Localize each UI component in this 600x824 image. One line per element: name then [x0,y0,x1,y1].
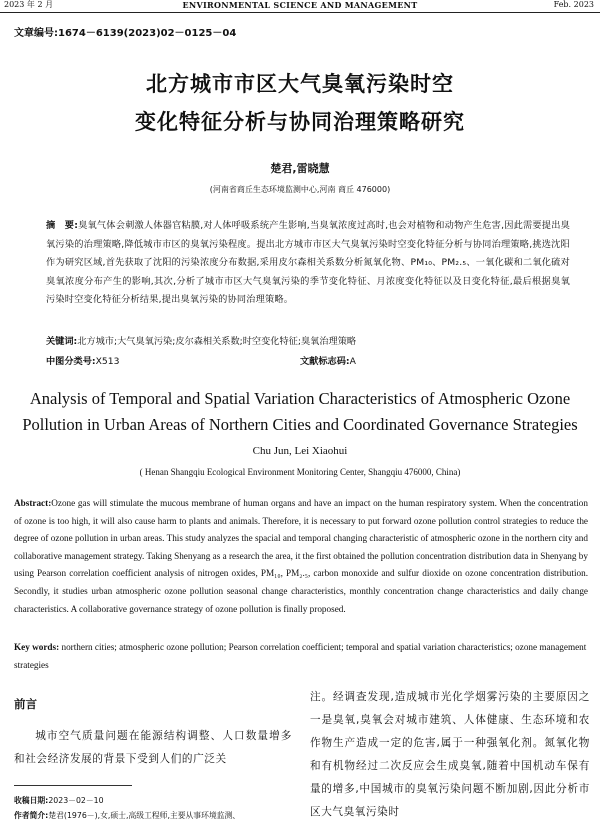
cn-affiliation: (河南省商丘生态环境监测中心,河南 商丘 476000) [209,185,391,194]
cn-keywords [46,333,570,347]
footnote-author-value: 楚君(1976－),女,硕士,高级工程师,主要从事环境监测、 [48,811,241,820]
footnote-received [14,795,292,806]
en-keywords-label: Key words: [14,642,60,652]
doc-code-value: A [349,356,356,367]
footnote-divider [14,785,132,786]
header-date-cn: 2023 年 2 月 [4,0,54,9]
cn-classification [46,353,570,367]
doc-code [300,353,356,367]
footnote-received-label: 收稿日期: [14,796,49,805]
section-heading-preface: 前言 [14,697,37,711]
en-title-line2: Pollution in Urban Areas of Northern Cities and Coordinated Governance Strategies [22,415,578,434]
footnote-received-value: 2023－02－10 [48,796,104,805]
cn-keywords-label: 关键词: [46,336,78,347]
en-abstract [14,495,588,618]
en-abstract-label: Abstract: [14,498,52,508]
en-keywords [14,639,588,674]
preface-paragraph-left: 城市空气质量问题在能源结构调整、人口数量增多和社会经济发展的背景下受到人们的广泛关 [14,730,292,765]
body-left-column [14,692,292,771]
en-title-line1: Analysis of Temporal and Spatial Variation Characteristics of Atmospheric Ozone [29,389,571,408]
footnote-author [14,810,292,821]
en-authors: Chu Jun, Lei Xiaohui [252,445,348,457]
cn-title-line1: 北方城市市区大气臭氧污染时空 [146,72,454,96]
doc-code-label: 文献标志码: [300,356,350,367]
body-right-column [310,686,590,824]
en-abstract-text: Ozone gas will stimulate the mucous membrane of human organs and have an impact on the human respiratory system. When the concentration of ozone is too high, it will also cause harm to plants and animals. Therefore, it is necessary to put forward ozone pollution control strategies to reduce the degree of ozone pollution in urban areas. This study analyzes the spacial and temporal changing characteristic of atmospheric ozone in the northern city and collaborative management strategy. Taking Shenyang as a research the area, it the first obtained the pollution concentration distribution data in Shenyang by using Pearson correlation coefficient analysis of nitrogen oxides, PM₁₀, PM₂.₅, carbon monoxide and sulfur dioxide on ozone concentration distribution. Secondly, it studies urban atmospheric ozone pollution seasonal change characteristics, monthly concentration change characteristics and daily change characteristics. A collaborative governance strategy of ozone pollution is finally proposed. [14,498,588,614]
header-journal-name: ENVIRONMENTAL SCIENCE AND MANAGEMENT [182,0,418,10]
cn-keywords-text: 北方城市;大气臭氧污染;皮尔森相关系数;时空变化特征;臭氧治理策略 [77,336,357,347]
running-header [0,0,600,13]
article-number: 文章编号:1674－6139(2023)02－0125－04 [14,28,237,39]
cn-abstract [46,217,570,310]
en-keywords-text: northern cities; atmospheric ozone pollution; Pearson correlation coefficient; temporal and spatial variation characteristics; ozone management strategies [14,642,587,670]
preface-paragraph-right: 注。经调查发现,造成城市光化学烟雾污染的主要原因之一是臭氧,臭氧会对城市建筑、人体健康、生态环境和农作物生产造成一定的危害,属于一种强氧化剂。氮氧化物和有机物经过二次反应会生成臭氧,随着中国机动车保有量的增多,中国城市的臭氧污染问题不断加剧,因此分析市区大气臭氧污染时 [310,691,590,818]
clc-value: X513 [95,356,120,367]
clc-label: 中图分类号: [46,356,96,367]
header-date-en: Feb. 2023 [553,0,594,9]
en-affiliation: ( Henan Shangqiu Ecological Environment Monitoring Center, Shangqiu 476000, China) [139,467,461,477]
cn-title-line2: 变化特征分析与协同治理策略研究 [135,110,465,134]
cn-abstract-label: 摘 要: [46,220,79,231]
cn-authors: 楚君,雷晓慧 [270,162,330,175]
cn-abstract-text: 臭氧气体会刺激人体器官粘膜,对人体呼吸系统产生影响,当臭氧浓度过高时,也会对植物和动物产生危害,因此需要提出臭氧污染的治理策略,降低城市市区的臭氧污染程度。提出北方城市市区大气臭氧污染时空变化特征分析与协同治理策略,挑选沈阳作为研究区域,首先获取了沈阳的污染浓度分布数据,采用皮尔森相关系数分析氮氧化物、PM₁₀、PM₂.₅、一氧化碳和二氧化硫对臭氧浓度分布产生的影响,其次,分析了城市市区大气臭氧污染的季节变化特征、月浓度变化特征以及日变化特征,最后根据臭氧污染时空变化特征分析结果,提出臭氧污染的协同治理策略。 [46,220,570,305]
footnote-author-label: 作者简介: [14,811,49,820]
